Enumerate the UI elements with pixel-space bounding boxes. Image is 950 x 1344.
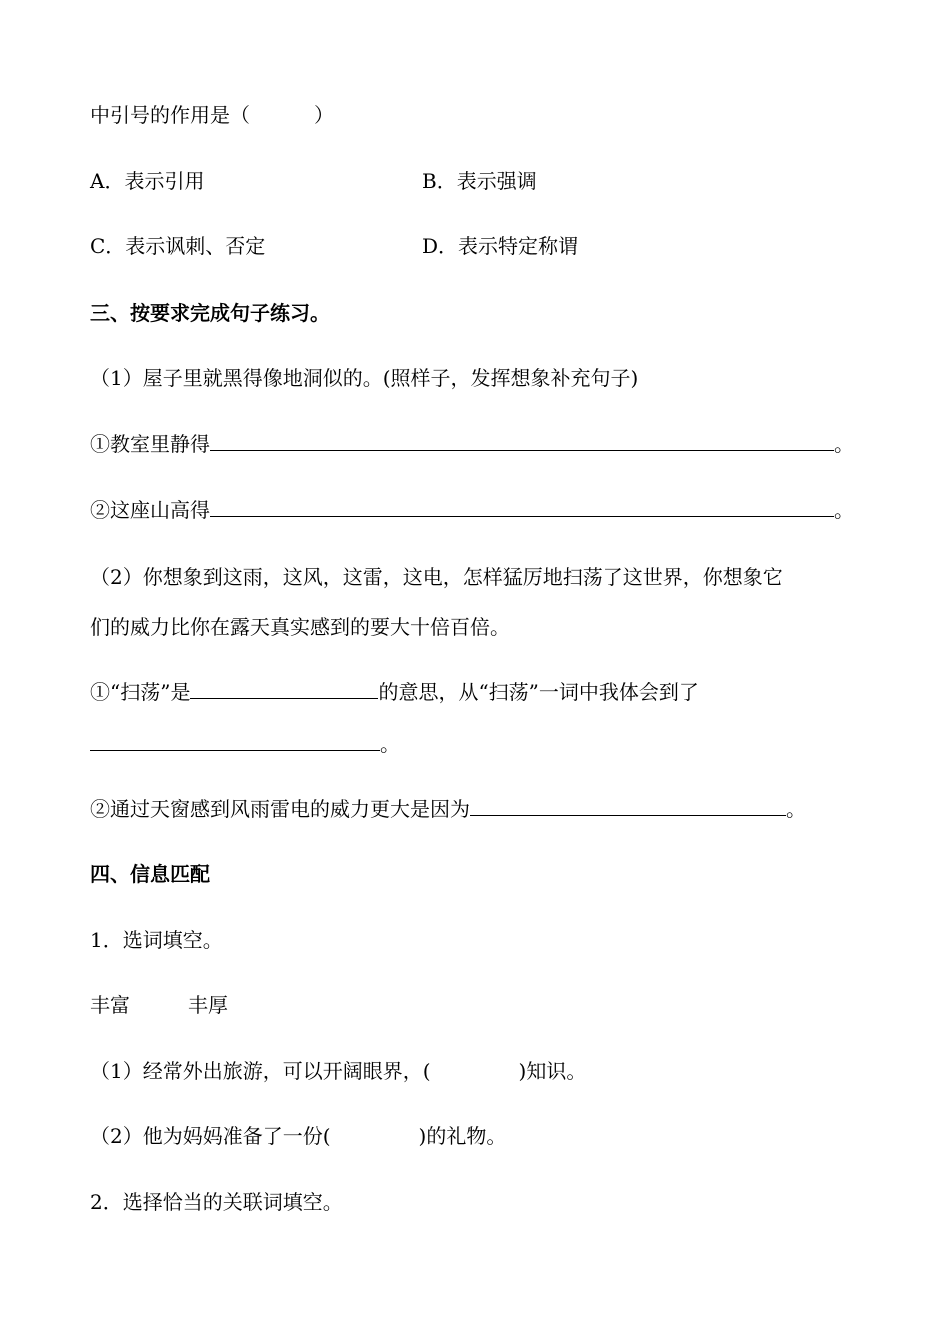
s2-label-a: （2）他为妈妈准备了一份( [90,1124,331,1148]
fill-blank[interactable] [190,680,378,699]
section-4-q1-s2 [90,1122,506,1150]
s1-label-b: )知识。 [518,1059,587,1083]
question-tail [90,101,334,129]
section-3-title: 三、按要求完成句子练习。 [90,301,330,325]
item2-label: ②这座山高得 [90,498,210,522]
section-4-q1-s1 [90,1057,586,1085]
fill-blank[interactable] [210,432,834,451]
question-tail-close: ） [314,103,334,127]
option-b: B．表示强调 [422,169,537,193]
word-1: 丰富 [90,993,130,1017]
period: 。 [834,498,854,522]
s2-label-b: )的礼物。 [418,1124,507,1148]
section-4-q1-title: 1．选词填空。 [90,928,223,952]
option-c: C．表示讽刺、否定 [90,234,266,258]
section-3-q2-item1-cont [90,730,400,758]
period: 。 [834,432,854,456]
item1-label-b: 的意思，从“扫荡”一词中我体会到了 [378,680,699,704]
item1-label: ①教室里静得 [90,432,210,456]
period: 。 [380,732,400,756]
option-d: D．表示特定称谓 [422,234,579,258]
section-3-q2-item2 [90,795,806,823]
fill-blank[interactable] [90,732,380,751]
fill-blank[interactable] [470,797,786,816]
item2-label: ②通过天窗感到风雨雷电的威力更大是因为 [90,797,470,821]
section-3-q1-item1 [90,430,854,458]
s1-label-a: （1）经常外出旅游，可以开阔眼界，( [90,1059,431,1083]
section-4-q2-title: 2．选择恰当的关联词填空。 [90,1190,343,1214]
word-2: 丰厚 [188,993,228,1017]
question-tail-text: 中引号的作用是（ [90,103,250,127]
section-4-title: 四、信息匹配 [90,862,210,886]
section-3-q1-prompt: （1）屋子里就黑得像地洞似的。(照样子，发挥想象补充句子) [90,366,639,390]
period: 。 [786,797,806,821]
section-3-q2-item1 [90,678,699,706]
section-3-q2-prompt-line2: 们的威力比你在露天真实感到的要大十倍百倍。 [90,615,510,639]
section-3-q2-prompt-line1: （2）你想象到这雨，这风，这雷，这电，怎样猛厉地扫荡了这世界，你想象它 [90,565,783,589]
item1-label-a: ①“扫荡”是 [90,680,191,704]
word-choices [90,991,228,1019]
fill-blank[interactable] [210,498,834,517]
section-3-q1-item2 [90,496,854,524]
option-a: A．表示引用 [90,169,205,193]
